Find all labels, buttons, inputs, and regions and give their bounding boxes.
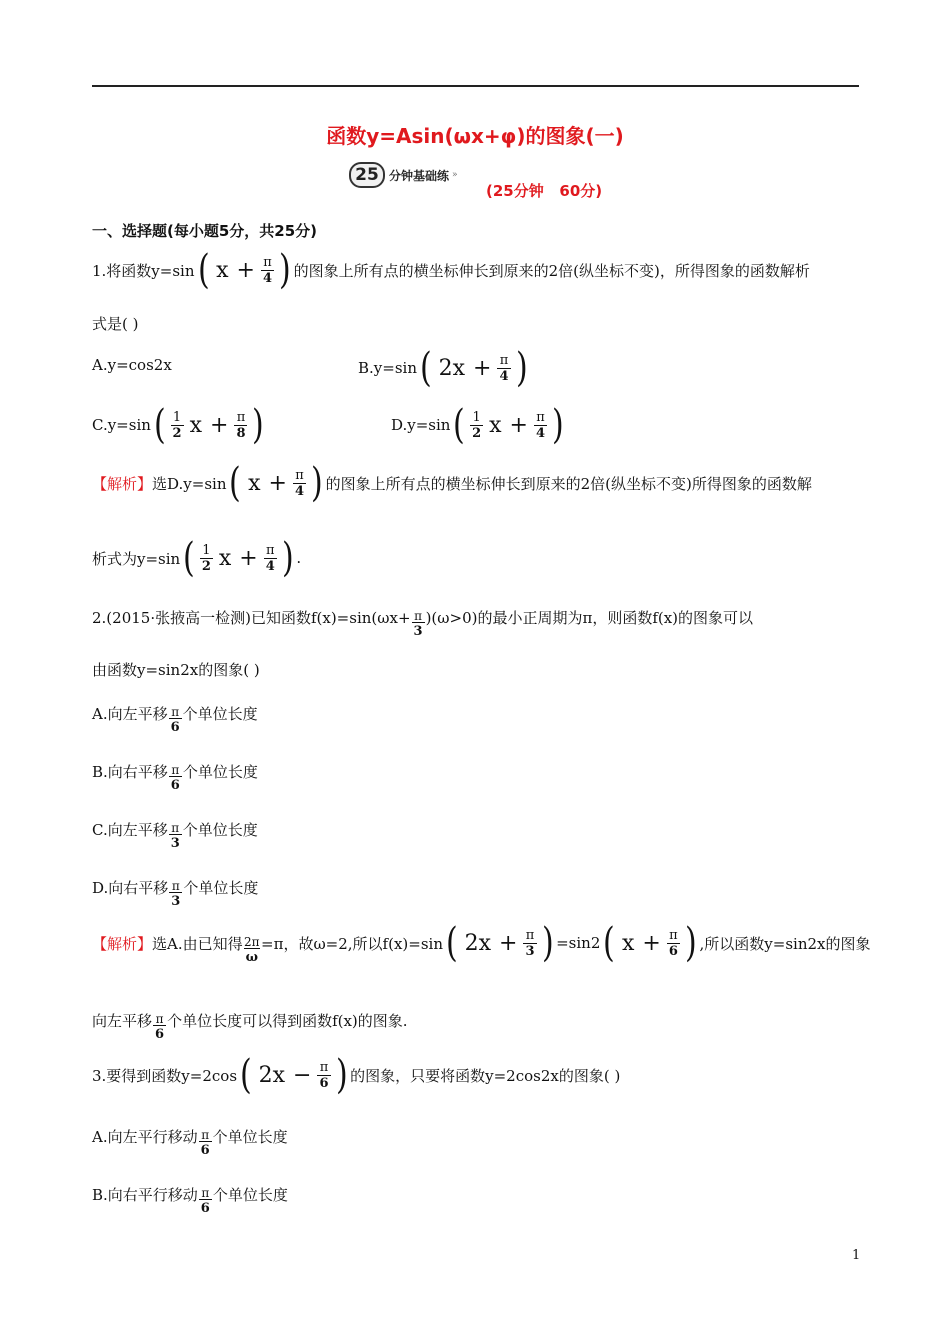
fraction-denominator: 4	[262, 270, 273, 286]
fraction-numerator: π	[236, 409, 246, 425]
option-text: D.向右平移	[92, 878, 169, 897]
option-text: B.向右平行移动	[92, 1185, 198, 1204]
q2-option-c	[92, 804, 258, 854]
paren-left: (	[153, 402, 166, 448]
explanation-tag: 【解析】	[92, 474, 153, 493]
fraction-denominator: 6	[170, 777, 180, 793]
math-expression	[417, 345, 530, 391]
paren-left: (	[239, 1052, 252, 1098]
math-op: −	[293, 1062, 312, 1088]
fraction-denominator: ω	[245, 949, 259, 965]
option-text: 个单位长度	[182, 762, 258, 781]
paren-left: (	[183, 535, 195, 581]
q1-option-d	[391, 400, 567, 450]
explanation-text: 个单位长度可以得到函数f(x)的图象.	[167, 1011, 408, 1030]
fraction-numerator: π	[263, 254, 272, 270]
paren-right: )	[551, 402, 564, 448]
fraction	[523, 928, 536, 959]
q2-option-d	[92, 862, 258, 912]
fraction	[171, 410, 184, 441]
option-text: 个单位长度	[182, 704, 258, 723]
fraction-denominator: 2	[472, 425, 482, 441]
fraction	[169, 706, 182, 737]
explanation-text: ,所以函数y=sin2x的图象	[699, 934, 871, 953]
fraction	[667, 928, 680, 959]
math-expression	[151, 402, 267, 448]
fraction	[199, 1187, 212, 1218]
math-expression	[195, 247, 294, 293]
q1-option-a	[92, 340, 172, 390]
fraction-numerator: π	[171, 762, 180, 777]
q1-explanation-cont	[92, 533, 301, 583]
fraction	[534, 410, 547, 441]
fraction-numerator: 2π	[244, 934, 260, 949]
fraction-numerator: π	[525, 927, 535, 943]
math-var: x	[622, 930, 635, 956]
q2-option-b	[92, 746, 258, 796]
explanation-text: 向左平移	[92, 1011, 153, 1030]
q2-explanation-cont	[92, 995, 408, 1045]
option-text: 个单位长度	[182, 820, 258, 839]
section-heading: 一、选择题(每小题5分，共25分)	[92, 222, 318, 240]
math-op: +	[236, 257, 255, 283]
explanation-text: 析式为y=sin	[92, 549, 181, 568]
fraction	[169, 822, 182, 853]
fraction-denominator: 3	[171, 893, 181, 909]
paren-left: (	[197, 247, 210, 293]
fraction	[199, 1129, 212, 1160]
fraction-numerator: π	[669, 927, 678, 943]
fraction-denominator: 3	[525, 943, 535, 959]
explanation-text: 的图象上所有点的横坐标伸长到原来的2倍(纵坐标不变)所得图象的函数解	[325, 474, 812, 493]
math-expression	[226, 460, 325, 506]
fraction-numerator: π	[201, 1185, 210, 1200]
fraction-denominator: 3	[413, 623, 423, 639]
q1-option-c	[92, 400, 267, 450]
option-text: 个单位长度	[212, 1185, 288, 1204]
option-text: C.向左平移	[92, 820, 168, 839]
paren-left: (	[603, 920, 616, 966]
math-expression	[600, 920, 699, 966]
q2-stem-cont	[92, 644, 260, 694]
paren-right: )	[515, 345, 528, 391]
fraction	[317, 1060, 330, 1091]
paren-right: )	[684, 920, 697, 966]
badge-arrow-icon: »	[452, 170, 458, 180]
badge-number: 25	[349, 162, 385, 188]
fraction	[293, 468, 306, 499]
fraction-denominator: 4	[535, 425, 546, 441]
explanation-text: 选D.y=sin	[152, 474, 227, 493]
option-text: A.向左平行移动	[92, 1127, 198, 1146]
fraction-denominator: 6	[170, 719, 180, 735]
fraction	[470, 410, 483, 441]
page-title: 函数y=Asin(ωx+φ)的图象(一)	[326, 124, 624, 148]
math-op: +	[268, 470, 287, 496]
option-text: 个单位长度	[183, 878, 259, 897]
fraction-denominator: 8	[236, 425, 246, 441]
paren-left: (	[229, 460, 242, 506]
math-op: +	[509, 412, 528, 438]
fraction	[153, 1013, 166, 1044]
fraction	[412, 610, 425, 641]
math-var: x	[248, 470, 261, 496]
q2-stem-text: )(ω>0)的最小正周期为π，则函数f(x)的图象可以	[425, 608, 754, 627]
option-text: 个单位长度	[212, 1127, 288, 1146]
q3-option-b	[92, 1169, 288, 1219]
fraction	[169, 880, 182, 911]
fraction	[169, 764, 182, 795]
fraction-numerator: π	[414, 608, 422, 623]
q1-stem-text: 式是( )	[92, 314, 139, 333]
math-expression	[180, 535, 296, 581]
option-text: C.y=sin	[92, 416, 151, 434]
fraction-denominator: 4	[499, 368, 509, 384]
math-op: +	[239, 545, 258, 571]
fraction-numerator: π	[171, 704, 180, 719]
option-text: A.向左平移	[92, 704, 168, 723]
fraction-numerator: π	[319, 1059, 329, 1075]
fraction-numerator: π	[171, 820, 180, 835]
badge-label: 分钟基础练	[389, 168, 450, 183]
option-text: B.向右平移	[92, 762, 168, 781]
paren-right: )	[541, 920, 554, 966]
q3-option-a	[92, 1111, 288, 1161]
q1-explanation	[92, 458, 812, 508]
fraction-numerator: π	[295, 467, 304, 483]
fraction-denominator: 2	[172, 425, 182, 441]
paren-right: )	[310, 460, 323, 506]
explanation-text: =sin2	[556, 934, 601, 952]
fraction-denominator: 2	[201, 558, 211, 574]
q2-option-a	[92, 688, 258, 738]
q2-stem-text: 由函数y=sin2x的图象( )	[92, 660, 260, 679]
fraction-numerator: π	[201, 1127, 210, 1142]
fraction-numerator: π	[536, 409, 545, 425]
fraction-numerator: 1	[472, 409, 481, 425]
fraction	[497, 353, 510, 384]
fraction-numerator: π	[171, 878, 180, 893]
explanation-tag: 【解析】	[92, 934, 153, 953]
paren-right: )	[278, 247, 291, 293]
paren-right: )	[335, 1052, 348, 1098]
fraction	[244, 936, 260, 967]
q3-stem	[92, 1050, 620, 1100]
math-expression	[237, 1052, 350, 1098]
fraction-denominator: 4	[265, 558, 275, 574]
math-expression	[450, 402, 566, 448]
fraction-denominator: 6	[200, 1200, 210, 1216]
fraction-numerator: π	[499, 352, 509, 368]
math-op: +	[473, 355, 492, 381]
fraction-numerator: 1	[172, 409, 182, 425]
q3-stem-text: 的图象，只要将函数y=2cos2x的图象( )	[350, 1066, 621, 1085]
fraction-denominator: 6	[319, 1075, 329, 1091]
math-var: 2x	[438, 355, 466, 381]
math-var: 2x	[464, 930, 492, 956]
fraction	[261, 255, 274, 286]
math-op: +	[642, 930, 661, 956]
option-text: D.y=sin	[391, 416, 451, 434]
math-op: +	[499, 930, 518, 956]
fraction-numerator: π	[265, 542, 275, 558]
paren-right: )	[281, 535, 294, 581]
page-number: 1	[852, 1248, 861, 1263]
fraction-denominator: 6	[668, 943, 678, 959]
explanation-text: .	[296, 549, 302, 567]
math-var: x	[489, 412, 502, 438]
q2-stem-text: 2.(2015·张掖高一检测)已知函数f(x)=sin(ωx+	[92, 608, 411, 627]
option-text: A.y=cos2x	[92, 356, 172, 374]
math-op: +	[210, 412, 229, 438]
practice-badge	[349, 163, 458, 187]
fraction	[200, 543, 213, 574]
explanation-text: 选A.由已知得	[152, 934, 243, 953]
fraction-numerator: π	[155, 1011, 164, 1026]
math-expression	[443, 920, 556, 966]
fraction-denominator: 3	[170, 835, 180, 851]
fraction-numerator: 1	[202, 542, 211, 558]
paren-left: (	[453, 402, 466, 448]
paren-left: (	[445, 920, 458, 966]
q3-stem-text: 3.要得到函数y=2cos	[92, 1066, 238, 1085]
option-text: B.y=sin	[358, 359, 417, 377]
paren-left: (	[419, 345, 432, 391]
fraction-denominator: 6	[155, 1026, 165, 1042]
q1-stem-text: 的图象上所有点的横坐标伸长到原来的2倍(纵坐标不变)，所得图象的函数解析	[293, 261, 810, 280]
q1-stem	[92, 245, 810, 295]
q1-option-b	[358, 343, 530, 393]
math-var: x	[216, 257, 229, 283]
q1-stem-text: 1.将函数y=sin	[92, 261, 195, 280]
fraction-denominator: 4	[294, 483, 304, 499]
math-var: 2x	[258, 1062, 286, 1088]
header-rule	[92, 85, 859, 87]
fraction	[234, 410, 247, 441]
q2-explanation	[92, 918, 871, 968]
math-var: x	[189, 412, 202, 438]
q2-stem	[92, 592, 753, 642]
explanation-text: =π，故ω=2,所以f(x)=sin	[261, 934, 443, 953]
fraction-denominator: 6	[200, 1142, 210, 1158]
fraction	[264, 543, 277, 574]
paren-right: )	[252, 402, 265, 448]
time-note: (25分钟 60分)	[486, 182, 603, 200]
math-var: x	[218, 545, 232, 571]
